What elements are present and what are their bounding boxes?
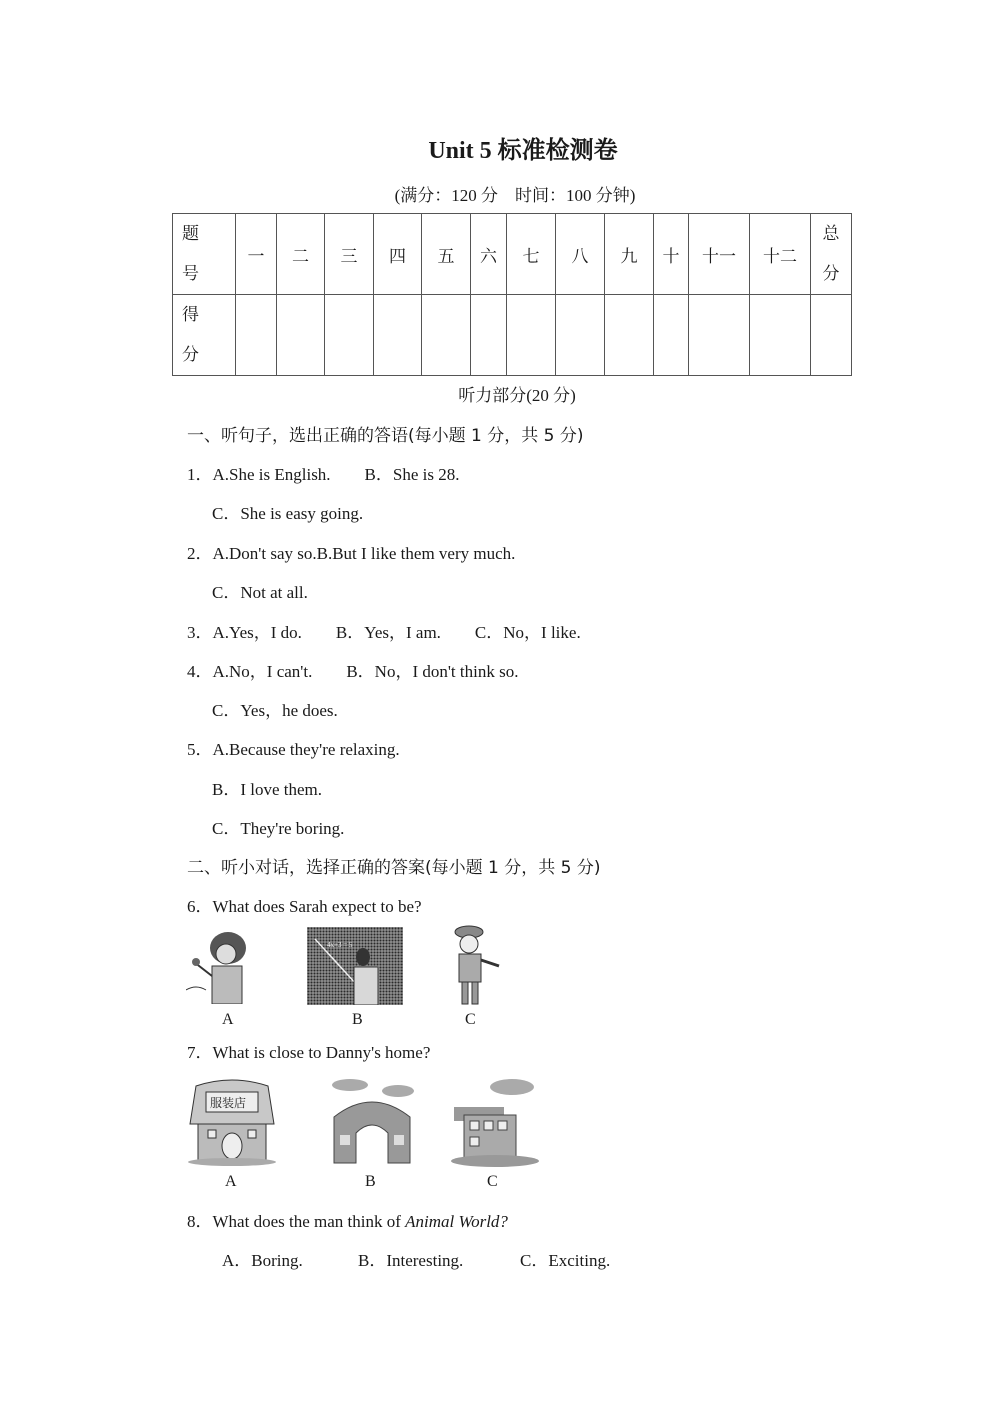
teacher-at-blackboard-illustration[interactable]	[307, 927, 403, 1005]
exam-info: (满分：120 分 时间：100 分钟)	[394, 186, 636, 205]
woman-with-microphone-illustration[interactable]	[186, 928, 258, 1004]
svg-text:服装店: 服装店	[210, 1096, 247, 1110]
part2-heading: 二、听小对话，选择正确的答案(每小题 1 分，共 5 分)	[187, 858, 601, 878]
question-2-line2: C．Not at all.	[212, 583, 308, 602]
score-cell[interactable]	[422, 295, 471, 376]
building-illustration[interactable]	[450, 1077, 540, 1167]
q8-option-b: B．Interesting.	[358, 1251, 464, 1270]
score-cell[interactable]	[277, 295, 325, 376]
question-1-line2: C．She is easy going.	[212, 504, 364, 523]
question-4-line1: 4．A.No，I can't. B．No，I don't think so.	[187, 662, 519, 681]
question-5-line3: C．They're boring.	[212, 819, 345, 838]
question-3-line1: 3．A.Yes，I do. B．Yes，I am. C．No，I like.	[187, 623, 581, 642]
woman-illustration-icon	[186, 928, 258, 1004]
score-cell[interactable]	[654, 295, 689, 376]
column-header: 十一	[689, 214, 750, 295]
column-header: 六	[471, 214, 507, 295]
score-table-header-row	[173, 214, 852, 295]
police-officer-icon	[447, 924, 501, 1006]
question-1-line1: 1．A.She is English. B．She is 28.	[187, 465, 460, 484]
question-8-title: Animal World?	[405, 1212, 508, 1231]
score-cell[interactable]	[689, 295, 750, 376]
q6-option-a-label: A	[222, 1011, 234, 1028]
question-4-line2: C．Yes，he does.	[212, 701, 338, 720]
svg-text:4x+3 = 5: 4x+3 = 5	[327, 941, 353, 949]
listening-section-title: 听力部分(20 分)	[458, 386, 576, 405]
police-officer-directing-illustration[interactable]	[447, 924, 501, 1006]
question-5-line2: B．I love them.	[212, 780, 323, 799]
q7-option-a-label: A	[225, 1173, 237, 1190]
teacher-illustration-icon	[307, 927, 403, 1005]
column-header: 七	[507, 214, 556, 295]
q8-option-c: C．Exciting.	[520, 1251, 611, 1270]
score-cell[interactable]	[750, 295, 811, 376]
q7-option-c-label: C	[487, 1173, 498, 1190]
score-cell[interactable]	[507, 295, 556, 376]
column-header-total: 总分	[811, 214, 852, 295]
column-header: 十二	[750, 214, 811, 295]
store-building-icon	[186, 1076, 278, 1166]
question-8-text	[187, 1207, 508, 1232]
q7-option-b-label: B	[365, 1173, 376, 1190]
question-2-line1: 2．A.Don't say so.B.But I like them very much.	[187, 544, 516, 563]
score-cell[interactable]	[471, 295, 507, 376]
row-header-question-number: 题号	[173, 214, 236, 295]
question-7-text: 7．What is close to Danny's home?	[187, 1043, 431, 1062]
clothing-store-illustration[interactable]	[186, 1076, 278, 1166]
question-5-line1: 5．A.Because they're relaxing.	[187, 740, 400, 759]
column-header: 一	[236, 214, 277, 295]
page-title: Unit 5 标准检测卷	[428, 138, 618, 164]
column-header: 四	[374, 214, 422, 295]
park-gate-illustration[interactable]	[328, 1077, 416, 1167]
score-cell[interactable]	[325, 295, 374, 376]
q6-option-b-label: B	[352, 1011, 363, 1028]
question-8-prefix: 8．What does the man think of	[187, 1212, 406, 1231]
score-cell-total[interactable]	[811, 295, 852, 376]
column-header: 九	[605, 214, 654, 295]
column-header: 二	[277, 214, 325, 295]
score-cell[interactable]	[605, 295, 654, 376]
part1-heading: 一、听句子，选出正确的答语(每小题 1 分，共 5 分)	[187, 426, 584, 446]
question-6-text: 6．What does Sarah expect to be?	[187, 897, 422, 916]
column-header: 十	[654, 214, 689, 295]
column-header: 八	[556, 214, 605, 295]
column-header: 五	[422, 214, 471, 295]
score-cell[interactable]	[236, 295, 277, 376]
score-cell[interactable]	[556, 295, 605, 376]
score-table	[172, 213, 852, 376]
building-icon	[450, 1077, 540, 1167]
park-gate-icon	[328, 1077, 416, 1167]
row-header-score: 得分	[173, 295, 236, 376]
column-header: 三	[325, 214, 374, 295]
q6-option-c-label: C	[465, 1011, 476, 1028]
score-table-score-row	[173, 295, 852, 376]
score-cell[interactable]	[374, 295, 422, 376]
q8-option-a: A．Boring.	[222, 1251, 303, 1270]
